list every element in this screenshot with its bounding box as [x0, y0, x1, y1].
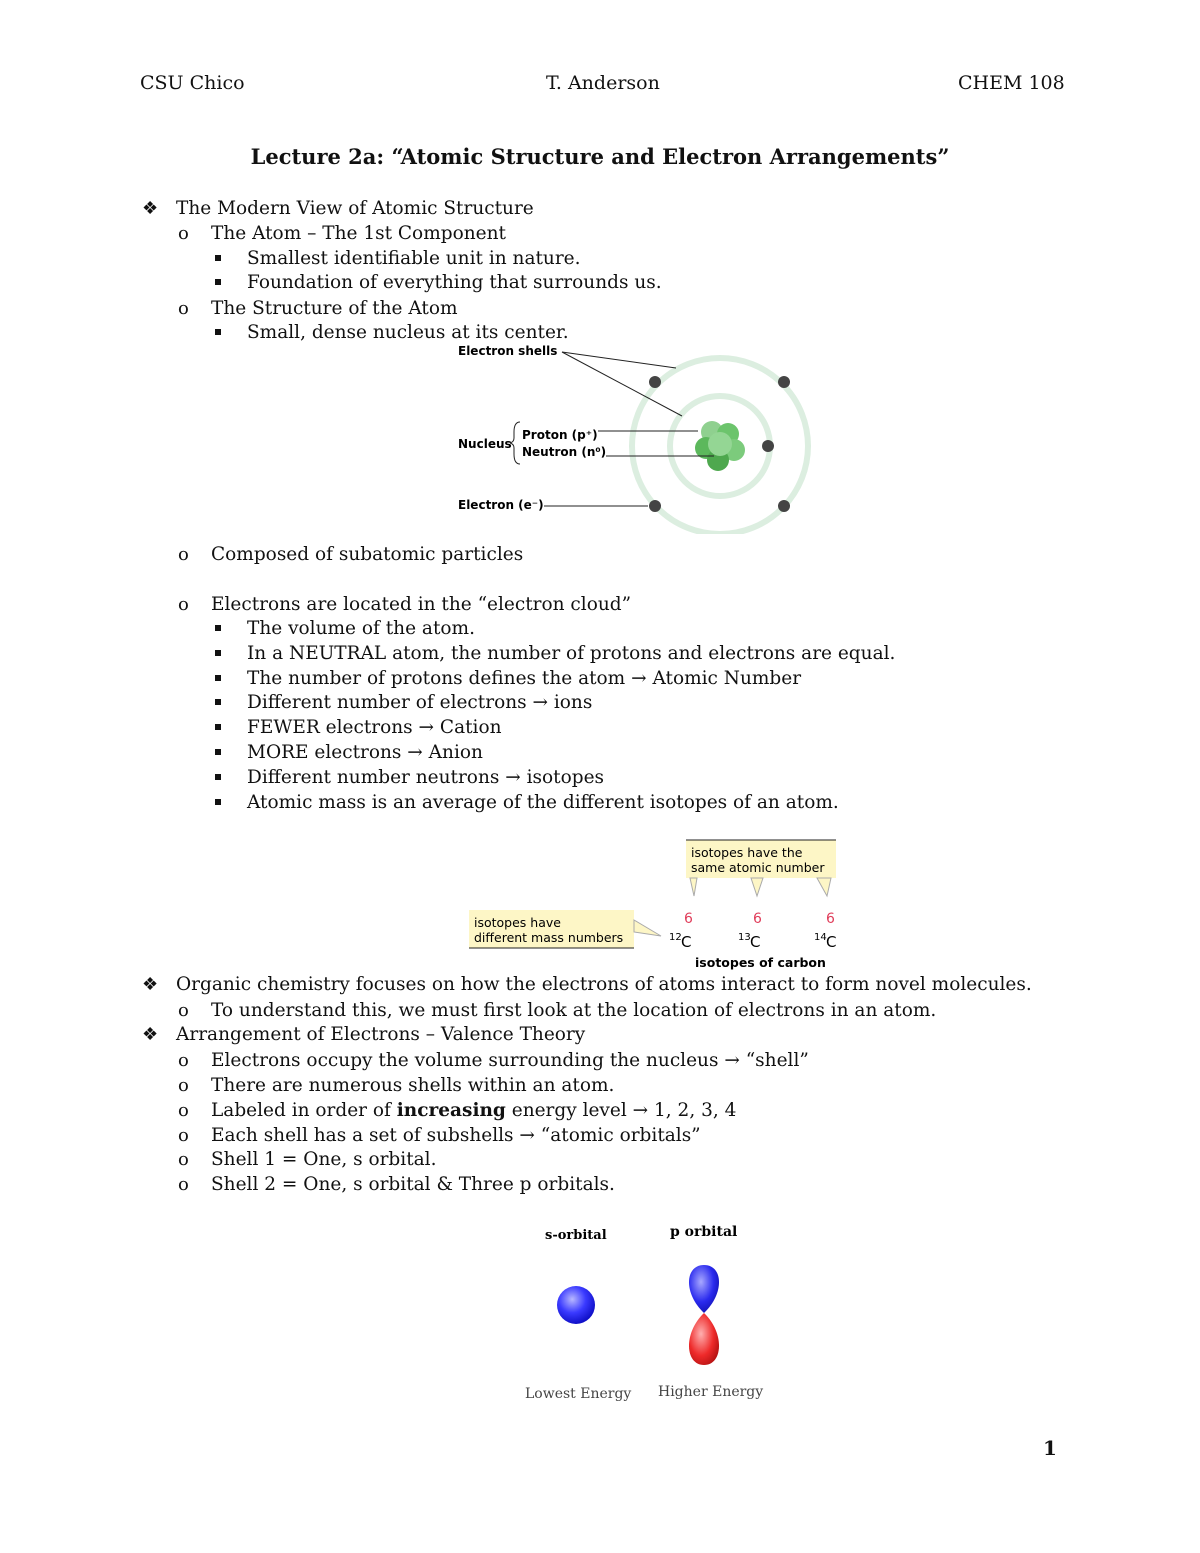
outline-item: Small, dense nucleus at its center.	[247, 322, 569, 343]
square-bullet-icon	[215, 279, 221, 285]
outline-item: The volume of the atom.	[247, 618, 475, 639]
square-bullet-icon	[215, 625, 221, 631]
callout-text: same atomic number	[691, 860, 825, 875]
outline-item: In a NEUTRAL atom, the number of protons and electrons are equal.	[247, 643, 896, 664]
atomic-number: 6	[753, 911, 762, 927]
outline-item: Each shell has a set of subshells → “atomic orbitals”	[211, 1125, 701, 1146]
electron-dot	[778, 376, 790, 388]
circle-bullet-icon: o	[178, 1100, 189, 1121]
electron-dot	[649, 376, 661, 388]
leader-line	[562, 352, 682, 416]
outline-item: Shell 2 = One, s orbital & Three p orbitals.	[211, 1174, 615, 1195]
mass-number: 13	[738, 932, 751, 943]
circle-bullet-icon: o	[178, 594, 189, 615]
circle-bullet-icon: o	[178, 544, 189, 565]
s-orbital-label: s-orbital	[545, 1228, 607, 1243]
text-run: energy level → 1, 2, 3, 4	[505, 1100, 737, 1121]
outline-item: Shell 1 = One, s orbital.	[211, 1149, 437, 1170]
s-orbital-shape	[557, 1286, 595, 1324]
outline-item: Electrons are located in the “electron cloud”	[211, 594, 632, 615]
outline-item: Foundation of everything that surrounds us.	[247, 272, 662, 293]
electron-dot	[649, 500, 661, 512]
outline-item: Different number neutrons → isotopes	[247, 767, 605, 788]
p-orbital-lower-lobe	[689, 1313, 719, 1365]
outline-item: Composed of subatomic particles	[211, 544, 524, 565]
atom-diagram	[450, 338, 830, 534]
square-bullet-icon	[215, 675, 221, 681]
circle-bullet-icon: o	[178, 1075, 189, 1096]
mass-number: 14	[814, 932, 827, 943]
square-bullet-icon	[215, 774, 221, 780]
outline-item: The Structure of the Atom	[211, 298, 458, 319]
header-left: CSU Chico	[140, 72, 245, 94]
leader-line	[562, 352, 676, 368]
outline-item: Atomic mass is an average of the different isotopes of an atom.	[247, 792, 839, 813]
outline-item	[211, 1100, 736, 1122]
mass-number: 12	[669, 932, 682, 943]
outline-item: Smallest identifiable unit in nature.	[247, 248, 581, 269]
circle-bullet-icon: o	[178, 1149, 189, 1170]
callout-text: isotopes have the	[691, 845, 803, 860]
outline-item: Electrons occupy the volume surrounding the nucleus → “shell”	[211, 1050, 809, 1071]
outline-item: There are numerous shells within an atom.	[211, 1075, 615, 1096]
outline-item: To understand this, we must first look at the location of electrons in an atom.	[211, 1000, 937, 1021]
page-number: 1	[1043, 1436, 1057, 1460]
circle-bullet-icon: o	[178, 223, 189, 244]
outline-item: The Modern View of Atomic Structure	[176, 198, 534, 219]
electron-dot	[778, 500, 790, 512]
outline-item: Arrangement of Electrons – Valence Theory	[176, 1024, 586, 1045]
circle-bullet-icon: o	[178, 1125, 189, 1146]
element-symbol: C	[826, 933, 837, 951]
nucleus	[695, 421, 745, 471]
outline-item: Organic chemistry focuses on how the electrons of atoms interact to form novel molecules.	[176, 974, 1032, 995]
electron-dot	[762, 440, 774, 452]
label-proton: Proton (p⁺)	[522, 428, 598, 442]
outline-item: FEWER electrons → Cation	[247, 717, 502, 738]
isotope-caption: isotopes of carbon	[695, 955, 826, 970]
label-nucleus: Nucleus	[458, 437, 512, 451]
square-bullet-icon	[215, 255, 221, 261]
callout-text: different mass numbers	[474, 930, 624, 945]
diamond-bullet-icon: ❖	[142, 198, 159, 219]
diamond-bullet-icon: ❖	[142, 974, 159, 995]
square-bullet-icon	[215, 699, 221, 705]
p-orbital-label: p orbital	[670, 1224, 738, 1240]
atomic-number: 6	[826, 911, 835, 927]
text-run: Labeled in order of	[211, 1100, 397, 1121]
orbital-diagram	[515, 1215, 765, 1405]
outline-item: Different number of electrons → ions	[247, 692, 593, 713]
header-center: T. Anderson	[546, 72, 660, 94]
atomic-number: 6	[684, 911, 693, 927]
circle-bullet-icon: o	[178, 298, 189, 319]
callout-text: isotopes have	[474, 915, 561, 930]
isotope-diagram	[465, 836, 845, 972]
element-symbol: C	[750, 933, 761, 951]
element-symbol: C	[681, 933, 692, 951]
bold-text: increasing	[396, 1100, 506, 1121]
outline-item: MORE electrons → Anion	[247, 742, 483, 763]
header-right: CHEM 108	[958, 72, 1065, 94]
outline-item: The number of protons defines the atom → Atomic Number	[247, 668, 802, 689]
label-electron-shells: Electron shells	[458, 344, 558, 358]
square-bullet-icon	[215, 724, 221, 730]
page-title: Lecture 2a: “Atomic Structure and Electron Arrangements”	[250, 144, 950, 169]
s-orbital-caption: Lowest Energy	[525, 1386, 632, 1402]
square-bullet-icon	[215, 329, 221, 335]
label-neutron: Neutron (n⁰)	[522, 445, 607, 459]
circle-bullet-icon: o	[178, 1050, 189, 1071]
square-bullet-icon	[215, 799, 221, 805]
diamond-bullet-icon: ❖	[142, 1024, 159, 1045]
outline-item: The Atom – The 1st Component	[211, 223, 506, 244]
label-electron: Electron (e⁻)	[458, 498, 544, 512]
p-orbital-caption: Higher Energy	[658, 1384, 764, 1400]
circle-bullet-icon: o	[178, 1000, 189, 1021]
square-bullet-icon	[215, 749, 221, 755]
square-bullet-icon	[215, 650, 221, 656]
circle-bullet-icon: o	[178, 1174, 189, 1195]
p-orbital-upper-lobe	[689, 1265, 719, 1313]
